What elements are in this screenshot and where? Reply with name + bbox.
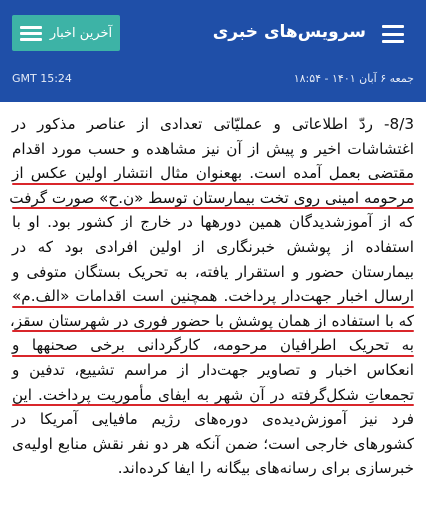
article-line: خبرسازی برای رسانه‌های بیگانه را ایفا کرده‌اند.	[117, 459, 414, 478]
article-paragraph	[9, 112, 414, 481]
article-line: فرد نیز آموزش‌دیده‌ی دوره‌های رژیم مافیایی آمریکا در	[12, 410, 414, 429]
article-line-underlined: مرحومه امینی روی تخت بیمارستان توسط «ن.ح» صورت گرفت	[12, 186, 414, 211]
article-line: انعکاس اخبار و تصاویر جهت‌دار از مراسم تشییع، تدفین و	[12, 360, 414, 379]
latest-news-label: آخرین اخبار	[49, 25, 113, 41]
article-body	[0, 102, 426, 481]
article-line: بیمارستان حضور و استقرار یافته، به تحریک بستگان متوفی و	[12, 262, 414, 281]
article-line-underlined: به تحریک اطرافیان مرحومه، کارگردانی برخی صحنهها و	[12, 333, 414, 358]
article-line-underlined: تجمعاتِ شکل‌گرفته در آن شهر به ایفای مأموریت پرداخت. این	[12, 383, 414, 408]
date-bar	[0, 72, 426, 85]
hamburger-menu-icon[interactable]	[382, 25, 404, 43]
article-line-underlined: مقتضی بعمل آمده است. بهعنوان مثال انتشار اولین عکس از	[12, 161, 414, 186]
latest-news-button[interactable]	[12, 15, 120, 51]
article-line-underlined: که با استفاده از همان پوشش با حضور فوری در شهرستان سقز،	[12, 309, 414, 334]
article-line: اغتشاشات اخیر و پیش از آن نیز مشاهده و حسب مورد اقدام	[12, 139, 414, 158]
persian-date: جمعه ۶ آبان ۱۴۰۱ - ۱۸:۵۴	[293, 72, 414, 85]
article-line-underlined: ارسال اخبار جهت‌دار پرداخت. همچنین است اقدامات «الف.م»	[12, 284, 414, 309]
header-bar	[0, 0, 426, 102]
article-line: کشورهای خارجی است؛ ضمن آنکه هر دو نفر نقش منابع اولیه‌ی	[12, 434, 414, 453]
article-line: 8/3- ردّ اطلاعاتی و عملیّاتی تعدادی از عناصر مذکور در	[12, 115, 414, 133]
article-line: استفاده از پوشش خبرنگاری از اولین افرادی بود که در	[12, 237, 414, 256]
article-line: که از آموزشدیدگان همین دورهها در خارج از کشور بود. او با	[12, 213, 414, 232]
section-title: سرویس‌های خبری	[212, 22, 366, 42]
list-icon	[20, 26, 42, 41]
gmt-time: GMT 15:24	[12, 72, 72, 85]
